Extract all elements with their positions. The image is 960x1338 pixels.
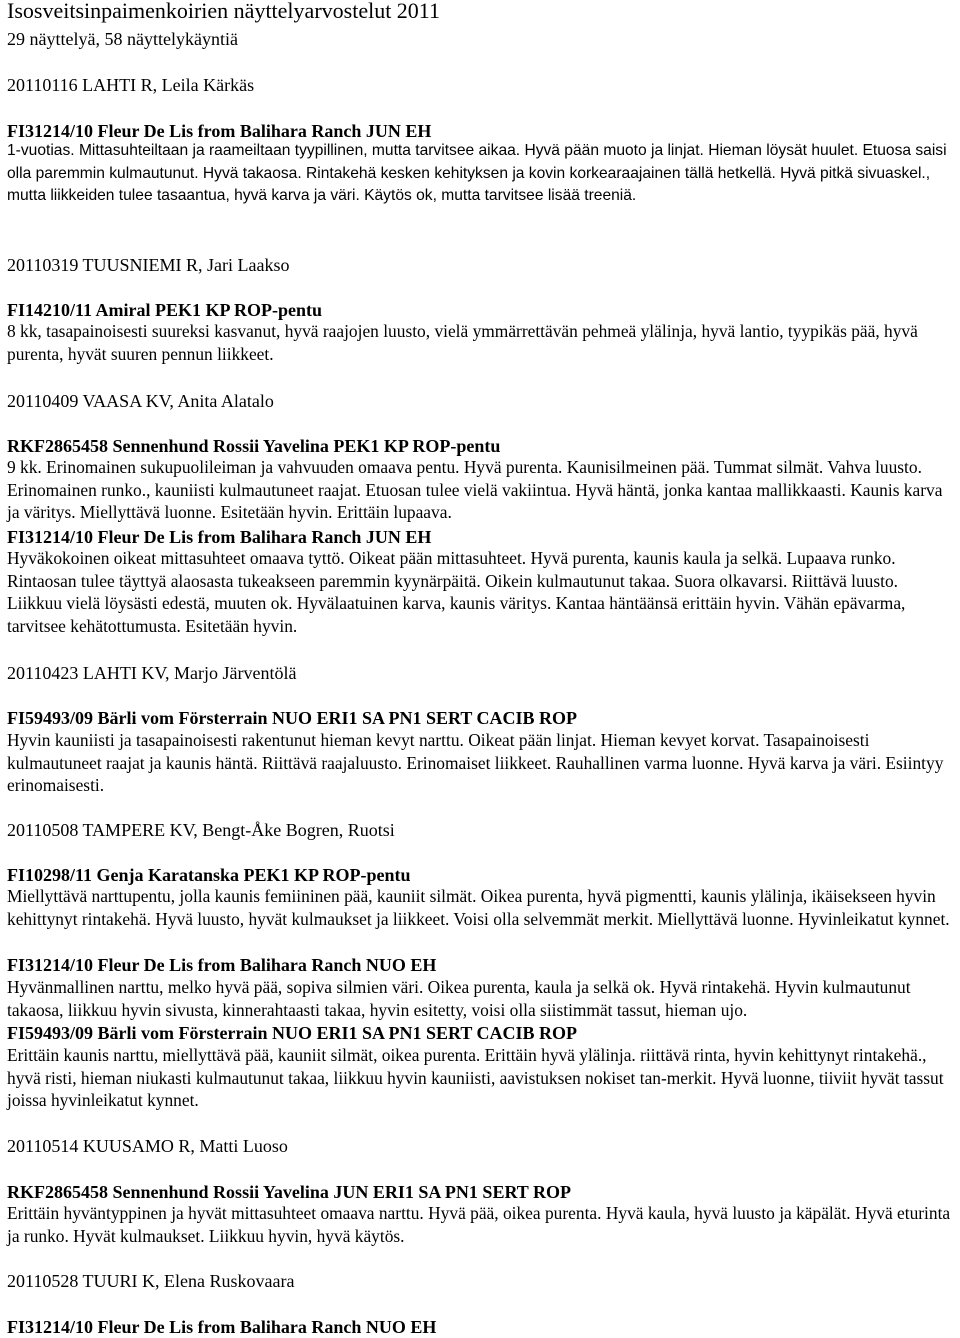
critique-text: Hyvänmallinen narttu, melko hyvä pää, sopiva silmien väri. Oikea purenta, kaula ja selkä ok. Hyvä rintakehä. Hyvin kulmautunut takaosa, liikkuu hyvin sivusta, kinnerahtaasti takaa, hyvin esitetty, voisi olla siistimmät tassut, hieman ujo. <box>7 977 911 1020</box>
show-heading: 20110528 TUURI K, Elena Ruskovaara <box>7 1271 295 1291</box>
critique-text: Erittäin hyväntyppinen ja hyvät mittasuhteet omaava narttu. Hyvä pää, oikea purenta. Hyvä kaula, hyvä luusto ja käpälät. Hyvä eturinta ja runko. Hyvät kulmaukset. Liikkuu hyvin, hyvä käytös. <box>7 1203 951 1246</box>
show-heading: 20110508 TAMPERE KV, Bengt-Åke Bogren, Ruotsi <box>7 820 395 840</box>
dog-name: RKF2865458 Sennenhund Rossii Yavelina PEK1 KP ROP-pentu <box>7 436 501 456</box>
dog-name: FI59493/09 Bärli vom Försterrain NUO ERI1 SA PN1 SERT CACIB ROP <box>7 708 578 728</box>
show-heading: 20110409 VAASA KV, Anita Alatalo <box>7 391 274 411</box>
dog-name: FI14210/11 Amiral PEK1 KP ROP-pentu <box>7 300 323 320</box>
dog-name: RKF2865458 Sennenhund Rossii Yavelina JUN ERI1 SA PN1 SERT ROP <box>7 1182 571 1202</box>
show-heading: 20110514 KUUSAMO R, Matti Luoso <box>7 1136 288 1156</box>
critique-text: 8 kk, tasapainoisesti suureksi kasvanut, hyvä raajojen luusto, vielä ymmärrettävän pehmeä ylälinja, hyvä lantio, tyypikäs pää, hyvä purenta, hyvät suuren pennun liikkeet. <box>7 321 918 364</box>
dog-name: FI31214/10 Fleur De Lis from Balihara Ranch NUO EH <box>7 955 437 975</box>
dog-name: FI10298/11 Genja Karatanska PEK1 KP ROP-pentu <box>7 865 411 885</box>
critique-text: Hyvin kauniisti ja tasapainoisesti rakentunut hieman kevyt narttu. Oikeat pään linjat. Hieman kevyet korvat. Tasapainoisesti kulmautuneet raajat ja kaunis häntä. Riittävä raajaluusto. Erinomaiset liikkeet. Rauhallinen varma luonne. Hyvä karva ja väri. Esiintyy erinomaisesti. <box>7 730 944 796</box>
show-heading: 20110423 LAHTI KV, Marjo Järventölä <box>7 663 297 683</box>
critique-text: Erittäin kaunis narttu, miellyttävä pää, kauniit silmät, oikea purenta. Erittäin hyvä ylälinja. riittävä rinta, hyvin kehittynyt rintakehä., hyvä risti, hieman niukasti kulmautunut takaa, liikkuu hyvin kauniisti, aavistuksen nokiset tan-merkit. Hyvä luonne, tiiviit hyvät tassut joissa hyvinleikatut kynnet. <box>7 1045 944 1111</box>
critique-text: Miellyttävä narttupentu, jolla kaunis femiininen pää, kauniit silmät. Oikea purenta, hyvä pigmentti, kaunis ylälinja, ikäisekseen hyvin kehittynyt rintakehä. Hyvä luusto, hyvät kulmaukset ja liikkeet. Voisi olla selvemmät merkit. Miellyttävä luonne. Hyvinleikatut kynnet. <box>7 886 950 929</box>
show-heading: 20110319 TUUSNIEMI R, Jari Laakso <box>7 255 290 275</box>
critique-text: Hyväkokoinen oikeat mittasuhteet omaava tyttö. Oikeat pään mittasuhteet. Hyvä purenta, kaunis kaula ja selkä. Lupaava runko. Rintaosan tulee täyttyä alaosasta tukeakseen paremmin kyynärpäitä. Oikein kulmautunut takaa. Suora olkavarsi. Riittävä luusto. Liikkuu vielä löysästi edestä, muuten ok. Hyvälaatuinen karva, kaunis väritys. Kantaa häntäänsä erittäin hyvin. Vähän epävarma, tarvitsee kehätottumusta. Esitetään hyvin. <box>7 548 906 637</box>
critique-text: 1-vuotias. Mittasuhteiltaan ja raameiltaan tyypillinen, mutta tarvitsee aikaa. Hyvä pään muoto ja linjat. Hieman löysät huulet. Etuosa saisi olla paremmin kulmautunut. Hyvä takaosa. Rintakehä kesken kehityksen ja kovin korkearaajainen tällä hetkellä. Hyvä pitkä sivuaskel., mutta liikkeiden tulee tasaantua, hyvä karva ja väri. Käytös ok, mutta tarvitsee lisää treeniä. <box>7 142 947 205</box>
dog-name: FI31214/10 Fleur De Lis from Balihara Ranch JUN EH <box>7 121 432 141</box>
show-heading: 20110116 LAHTI R, Leila Kärkäs <box>7 75 255 95</box>
critique-text: 9 kk. Erinomainen sukupuolileiman ja vahvuuden omaava pentu. Hyvä purenta. Kaunisilmeinen pää. Tummat silmät. Vahva luusto. Erinomainen runko., kauniisti kulmautuneet raajat. Etuosan tulee vielä vakiintua. Hyvä häntä, jonka kantaa mallikkaasti. Kaunis karva ja väritys. Miellyttävä luonne. Esitetään hyvin. Erittäin lupaava. <box>7 457 943 523</box>
dog-name: FI31214/10 Fleur De Lis from Balihara Ranch JUN EH <box>7 527 432 547</box>
dog-name: FI59493/09 Bärli vom Försterrain NUO ERI1 SA PN1 SERT CACIB ROP <box>7 1023 578 1043</box>
document-title: Isosveitsinpaimenkoirien näyttelyarvostelut 2011 <box>7 0 440 23</box>
document-subtitle: 29 näyttelyä, 58 näyttelykäyntiä <box>7 29 238 49</box>
dog-name: FI31214/10 Fleur De Lis from Balihara Ranch NUO EH <box>7 1317 437 1337</box>
